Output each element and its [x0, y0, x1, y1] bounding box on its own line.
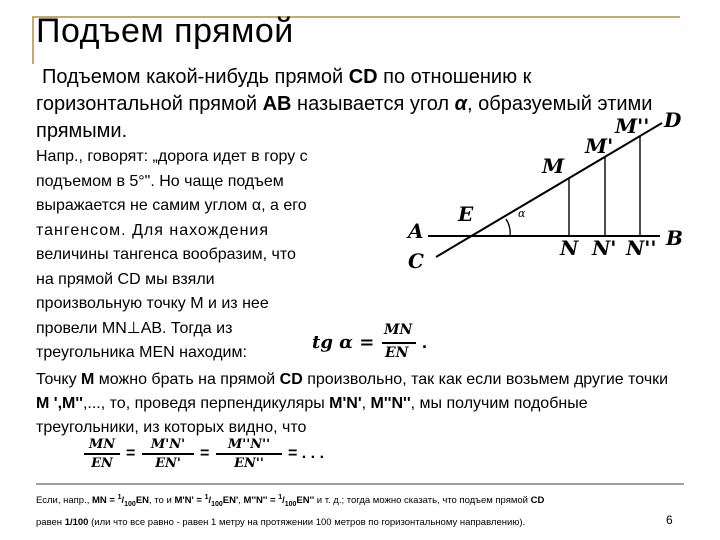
intro-text-1: Подъемом какой-нибудь прямой: [42, 66, 349, 88]
lower-paragraph: [36, 368, 676, 440]
chain-f2-den: EN': [155, 456, 181, 471]
title-rule-vertical: [32, 16, 34, 64]
example-line: подъемом в 5°". Но чаще подъем: [36, 172, 284, 190]
lower-text-3: произвольно, так как если возьмем другие точки: [302, 371, 669, 388]
fn-eq-1-num: 1: [117, 494, 122, 501]
chain-fraction-3: [216, 436, 282, 472]
fn-text-3: ,: [238, 495, 244, 507]
label-e: E: [458, 202, 474, 226]
intro-ab: AB: [262, 93, 292, 115]
fn-eq-3-den: 100: [284, 501, 297, 509]
chain-fraction-2: [142, 436, 194, 472]
example-line: выражается не самим углом α, а его: [36, 197, 307, 214]
label-a: A: [408, 219, 424, 243]
fn-text-4: и т. д.; тогда можно сказать, что подъем прямой: [314, 495, 531, 507]
label-m: M: [542, 154, 565, 178]
lower-text-4: ,..., то, проведя перпендикуляры: [82, 395, 330, 412]
lower-perp-1: M'N': [329, 395, 362, 412]
formula-tg-denominator: EN: [385, 345, 409, 361]
label-n-double-prime: N'': [626, 236, 657, 260]
example-line: на прямой CD мы взяли: [36, 270, 215, 288]
fn-eq-2: M'N' =: [174, 495, 205, 507]
example-line: тангенсом. Для нахождения: [36, 221, 269, 239]
page-number: 6: [666, 513, 673, 527]
chain-f1-den: EN: [91, 456, 113, 471]
fn-eq-3-num: 1: [278, 494, 283, 501]
lower-text-1: Точку: [36, 371, 82, 388]
chain-tail: = . . .: [288, 445, 325, 462]
fn-text-2: , то и: [149, 495, 175, 507]
slope-diagram: [400, 105, 700, 290]
lower-text-2: можно брать на прямой: [94, 371, 280, 388]
example-line: провели MN⊥AB. Тогда из: [36, 319, 233, 337]
fn-cd: CD: [530, 495, 545, 507]
fn-eq-2-end: EN': [222, 495, 239, 507]
page-title: Подъем прямой: [36, 12, 294, 50]
chain-f3-den: EN'': [234, 456, 264, 471]
fn-text-1: Если, напр.,: [36, 495, 92, 507]
lower-cd: CD: [279, 371, 303, 388]
example-line: треугольника MEN находим:: [36, 344, 247, 361]
lower-comma: ,: [361, 395, 371, 412]
footnote-rule: [36, 483, 684, 485]
chain-f2-num: M'N': [150, 437, 186, 452]
lower-text-5: , мы получим подобные треугольники, из которых видно, что: [36, 395, 588, 436]
label-c: C: [408, 249, 424, 273]
chain-f1-num: MN: [88, 437, 116, 452]
tangent-formula: tg α = MN EN .: [312, 322, 428, 361]
example-line: произвольную точку M и из нее: [36, 295, 269, 312]
label-n: N: [560, 236, 579, 260]
angle-arc: [506, 219, 510, 236]
fn-eq-1: MN =: [91, 495, 118, 507]
lower-other-points: M ',M'': [36, 395, 83, 412]
fn-text-5: равен: [36, 517, 65, 529]
fn-eq-3: M''N'' =: [243, 495, 279, 507]
formula-tg-lhs: tg α =: [312, 332, 375, 353]
intro-cd: CD: [348, 66, 378, 88]
label-d: D: [664, 108, 682, 132]
label-m-prime: M': [585, 134, 614, 158]
label-m-double-prime: M'': [615, 114, 650, 138]
label-alpha: α: [518, 207, 526, 220]
footnote: Если, напр., MN = $^1/_{100}EN$, то и $M'N' = ^1/_{100}EN'$, $M''N'' = ^1/_{100}EN''$ и т. д.; тогда можно сказать, что подъем прямой CD равен 1/100 (или что все равно - равен 1 метру на протяжении 100 метров по горизонтальному направлению).: [36, 494, 545, 529]
intro-alpha: α: [454, 93, 468, 115]
lower-perp-2: M''N'': [370, 395, 411, 412]
chain-fraction-1: [84, 436, 120, 472]
fn-eq-1-end: EN: [135, 495, 150, 507]
formula-tg-fraction-bar: [382, 342, 416, 344]
intro-text-2: по отношению к горизонтальной прямой: [36, 66, 532, 115]
label-b: B: [666, 226, 683, 250]
fn-ratio: 1/100: [64, 517, 89, 529]
intro-text-3: называется угол: [291, 93, 455, 115]
example-line: величины тангенса вообразим, что: [36, 246, 296, 263]
fn-text-6: (или что все равно - равен 1 метру на протяжении 100 метров по горизонтальному направлению).: [88, 517, 526, 529]
label-n-prime: N': [592, 236, 617, 260]
similar-triangles-formula: MN EN = M'N' EN' = M''N'' EN'' = . . .: [80, 436, 380, 478]
fn-eq-1-den: 100: [124, 501, 136, 509]
fn-eq-2-den: 100: [211, 501, 223, 509]
chain-f3-num: M''N'': [227, 437, 271, 452]
fn-eq-2-num: 1: [204, 494, 209, 501]
fn-eq-3-end: EN'': [296, 495, 315, 507]
formula-tg-numerator: MN: [384, 322, 413, 338]
intro-text-4: , образуемый этими прямыми.: [36, 93, 653, 142]
lower-point-m: M: [81, 371, 95, 388]
example-line: Напр., говорят: „дорога идет в гору с: [36, 148, 308, 165]
